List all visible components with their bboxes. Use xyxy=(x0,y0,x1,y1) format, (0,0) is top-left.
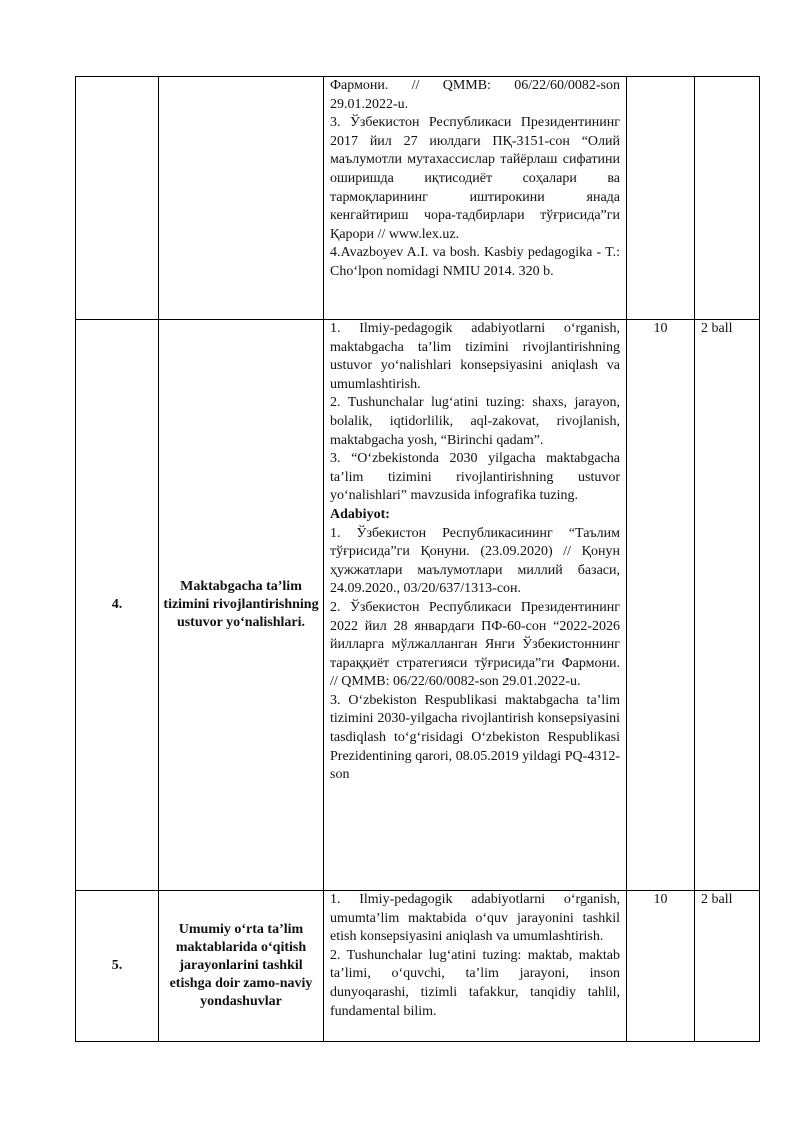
hours-cell xyxy=(627,77,695,320)
hours-cell: 10 xyxy=(627,320,695,891)
literature-item: 3. O‘zbekiston Respublikasi maktabgacha ta’lim tizimini 2030-yilgacha rivojlantirish konsepsiyasini tasdiqlash to‘g‘risidagi O‘zbekiston Respublikasi Prezidentining qarori, 08.05.2019 yildagi PQ-4312-son xyxy=(330,692,620,783)
row-number: 5. xyxy=(76,891,159,1042)
points-cell: 2 ball xyxy=(695,320,760,891)
content-paragraph: 2. Tushunchalar lug‘atini tuzing: maktab, maktab ta’limi, o‘quvchi, ta’lim jarayoni, inson dunyoqarashi, tizimli tafakkur, tanqidiy tahlil, fundamental bilim. xyxy=(330,947,620,1019)
hours-cell: 10 xyxy=(627,891,695,1042)
literature-item: 2. Ўзбекистон Республикаси Президентининг 2022 йил 28 январдаги ПФ-60-сон “2022-2026 йилларга мўлжалланган Янги Ўзбекистоннинг тараққиёт стратегияси тўғрисида”ги Фармони. // QMMB: 06/22/60/0082-son 29.01.2022-u. xyxy=(330,599,620,690)
points-cell xyxy=(695,77,760,320)
content-paragraph: 1. Ilmiy-pedagogik adabiyotlarni o‘rganish, umumta’lim maktabida o‘quv jarayonini tashkil etish konsepsiyasini aniqlash va umumlashtirish. xyxy=(330,892,620,945)
topic-title: Maktabgacha ta’lim tizimini rivojlantirishning ustuvor yo‘nalishlari. xyxy=(159,320,324,891)
table-row xyxy=(76,77,760,320)
row-number: 4. xyxy=(76,320,159,891)
literature-item: 1. Ўзбекистон Республикасининг “Таълим тўғрисида”ги Қонуни. (23.09.2020) // Қонун ҳужжатлари маълумотлари миллий базаси, 24.09.2020., 03/20/637/1313-сон. xyxy=(330,525,620,597)
topic-title: Umumiy o‘rta ta’lim maktablarida o‘qitish jarayonlarini tashkil etishga doir zamo-naviy yondashuvlar xyxy=(159,891,324,1042)
topic-title xyxy=(159,77,324,320)
points-cell: 2 ball xyxy=(695,891,760,1042)
content-paragraph: Фармони. // QMMB: 06/22/60/0082-son 29.01.2022-u. xyxy=(330,78,620,112)
task-content xyxy=(324,320,627,891)
content-paragraph: 3. Ўзбекистон Республикаси Президентининг 2017 йил 27 июлдаги ПҚ-3151-сон “Олий маълумотли мутахассислар тайёрлаш сифатини оширишда иқтисодиёт соҳалари ва тармоқларининг иштирокини янада кенгайтириш чора-тадбирлари тўғрисида”ги Қарори // www.lex.uz. xyxy=(330,115,620,242)
table-row xyxy=(76,320,760,891)
content-paragraph: 3. “O‘zbekistonda 2030 yilgacha maktabgacha ta’lim tizimini rivojlantirishning ustuvor yo‘nalishlari” mavzusida infografika tuzing. xyxy=(330,451,620,504)
content-paragraph: 1. Ilmiy-pedagogik adabiyotlarni o‘rganish, maktabgacha ta’lim tizimini rivojlantirishning ustuvor yo‘nalishlari konsepsiyasini aniqlash va umumlashtirish. xyxy=(330,321,620,392)
content-paragraph: 4.Avazboyev A.I. va bosh. Kasbiy pedagogika - T.: Cho‘lpon nomidagi NMIU 2014. 320 b. xyxy=(330,245,620,279)
literature-heading: Adabiyot: xyxy=(330,506,390,522)
content-paragraph: 2. Tushunchalar lug‘atini tuzing: shaxs, jarayon, bolalik, iqtidorlilik, aql-zakovat, rivojlanish, maktabgacha yosh, “Birinchi qadam”. xyxy=(330,395,620,448)
row-number xyxy=(76,77,159,320)
task-content xyxy=(324,891,627,1042)
curriculum-table xyxy=(75,76,760,1042)
table-row xyxy=(76,891,760,1042)
task-content xyxy=(324,77,627,320)
